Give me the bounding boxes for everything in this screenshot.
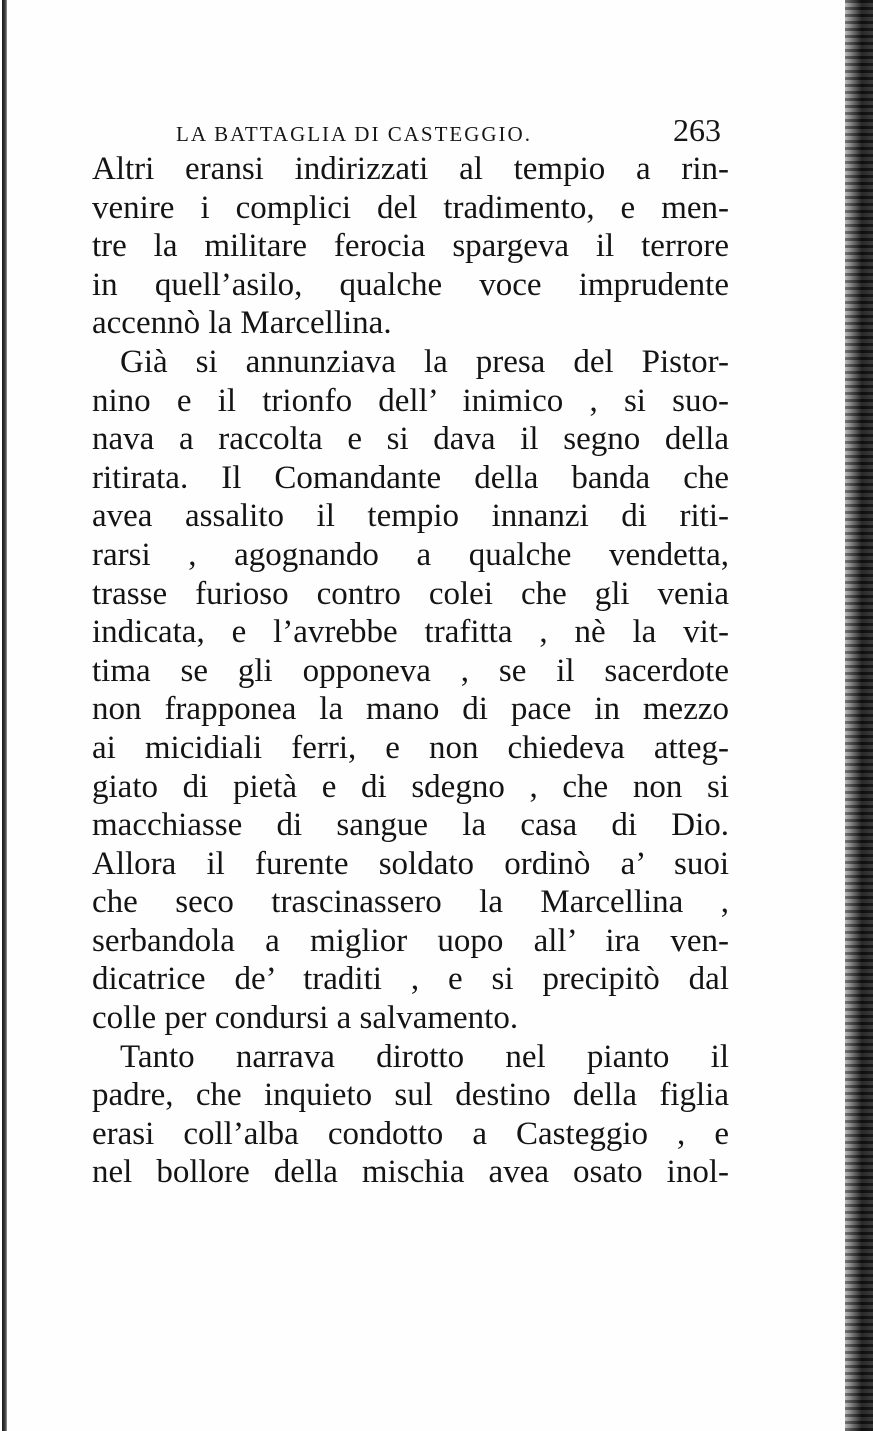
text-line: Allora il furente soldato ordinò a’ suoi bbox=[92, 845, 729, 882]
text-line: tima se gli opponeva , se il sacerdote bbox=[92, 652, 729, 689]
text-line: ai micidiali ferri, e non chiedeva atteg- bbox=[92, 729, 729, 766]
text-line: avea assalito il tempio innanzi di riti- bbox=[92, 498, 729, 535]
text-line: giato di pietà e di sdegno , che non si bbox=[92, 768, 729, 805]
text-line: nino e il trionfo dell’ inimico , si suo- bbox=[92, 382, 729, 419]
page-right-edge bbox=[845, 0, 873, 1431]
text-line: macchiasse di sangue la casa di Dio. bbox=[92, 807, 729, 844]
text-line: serbandola a miglior uopo all’ ira ven- bbox=[92, 922, 729, 959]
page-left-edge bbox=[2, 0, 7, 1431]
text-line: indicata, e l’avrebbe trafitta , nè la vit- bbox=[92, 614, 729, 651]
page-header bbox=[176, 112, 721, 146]
text-line: Già si annunziava la presa del Pistor- bbox=[120, 343, 729, 380]
text-line: colle per condursi a salvamento. bbox=[92, 1000, 519, 1037]
text-line: rarsi , agognando a qualche vendetta, bbox=[92, 536, 729, 573]
page-number: 263 bbox=[673, 112, 721, 148]
text-line: ritirata. Il Comandante della banda che bbox=[92, 459, 729, 496]
text-line: che seco trascinassero la Marcellina , bbox=[92, 884, 729, 921]
text-line: nel bollore della mischia avea osato inol- bbox=[92, 1154, 729, 1191]
running-head: LA BATTAGLIA DI CASTEGGIO. bbox=[176, 122, 532, 146]
body-text bbox=[92, 150, 729, 1192]
text-line: accennò la Marcellina. bbox=[92, 305, 392, 342]
text-line: Tanto narrava dirotto nel pianto il bbox=[120, 1038, 729, 1075]
text-line: nava a raccolta e si dava il segno della bbox=[92, 421, 729, 458]
text-line: tre la militare ferocia spargeva il terrore bbox=[92, 228, 729, 265]
text-line: padre, che inquieto sul destino della figlia bbox=[92, 1077, 729, 1114]
text-line: dicatrice de’ traditi , e si precipitò dal bbox=[92, 961, 729, 998]
text-line: trasse furioso contro colei che gli venia bbox=[92, 575, 729, 612]
text-line: erasi coll’alba condotto a Casteggio , e bbox=[92, 1115, 729, 1152]
text-line: venire i complici del tradimento, e men- bbox=[92, 189, 729, 226]
text-line: Altri eransi indirizzati al tempio a rin- bbox=[92, 151, 729, 187]
text-line: non frapponea la mano di pace in mezzo bbox=[92, 691, 729, 728]
text-line: in quell’asilo, qualche voce imprudente bbox=[92, 266, 729, 303]
